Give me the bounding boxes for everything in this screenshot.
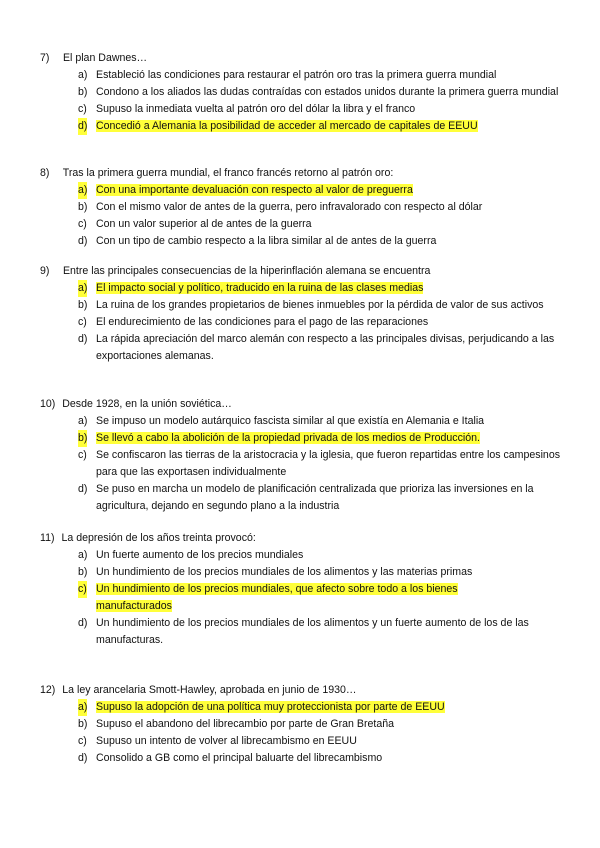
option-letter: b) [78,86,88,98]
question-text: Entre las principales consecuencias de la hiperinflación alemana se encuentra [62,265,431,277]
option-text: Supuso la adopción de una política muy proteccionista por parte de EEUU [96,701,445,713]
question-title [40,530,560,547]
option-text: Estableció las condiciones para restaurar el patrón oro tras la primera guerra mundial [96,69,497,81]
option-b [40,297,560,314]
option-c [40,314,560,331]
option-letter: a) [78,415,88,427]
option-b [40,716,560,733]
option-text: Un hundimiento de los precios mundiales de los alimentos y un fuerte aumento de los de las manufacturas. [96,617,529,646]
option-b [40,199,560,216]
question-number: 11) [40,532,55,544]
option-b [40,84,560,101]
option-a-highlighted [40,699,560,716]
question-10 [40,396,560,515]
question-text: Tras la primera guerra mundial, el franco francés retorno al patrón oro: [62,167,394,179]
option-text: La rápida apreciación del marco alemán con respecto a las principales divisas, perjudicando a las exportaciones alemanas. [96,333,555,362]
option-c-highlighted [40,581,560,615]
option-c [40,447,560,481]
option-letter: d) [78,752,88,764]
question-text: Desde 1928, en la unión soviética… [62,398,232,410]
option-letter: a) [78,182,87,199]
question-text: El plan Dawnes… [62,52,148,64]
option-d [40,331,560,365]
option-d-highlighted [40,118,560,135]
option-b-highlighted [40,430,560,447]
option-text: Un hundimiento de los precios mundiales de los alimentos y las materias primas [96,566,473,578]
option-text: Con el mismo valor de antes de la guerra, pero infravalorado con respecto al dólar [96,201,483,213]
option-a-highlighted [40,182,560,199]
option-letter: b) [78,299,88,311]
option-text: Supuso un intento de volver al librecambismo en EEUU [96,735,357,747]
question-11 [40,530,560,649]
option-text: Con un valor superior al de antes de la guerra [96,218,312,230]
option-d [40,233,560,250]
option-letter: a) [78,699,87,716]
option-text: Supuso el abandono del librecambio por parte de Gran Bretaña [96,718,395,730]
option-letter: d) [78,617,88,629]
option-letter: b) [78,430,87,447]
option-a [40,67,560,84]
option-text: La ruina de los grandes propietarios de bienes inmuebles por la pérdida de valor de sus activos [96,299,544,311]
question-number: 12) [40,684,56,696]
option-letter: b) [78,201,88,213]
option-letter: a) [78,280,87,297]
option-b [40,564,560,581]
option-letter: c) [78,316,87,328]
option-text: Supuso la inmediata vuelta al patrón oro del dólar la libra y el franco [96,103,416,115]
question-title [40,396,560,413]
question-9 [40,263,560,365]
option-a [40,413,560,430]
option-letter: a) [78,69,88,81]
option-text: Consolido a GB como el principal baluarte del librecambismo [96,752,383,764]
option-d [40,750,560,767]
option-a [40,547,560,564]
option-letter: b) [78,718,88,730]
question-title [40,682,560,699]
option-d [40,481,560,515]
option-text: Se llevó a cabo la abolición de la propiedad privada de los medios de Producción. [96,432,480,444]
option-letter: b) [78,566,88,578]
question-text: La depresión de los años treinta provocó: [61,532,256,544]
option-letter: d) [78,235,88,247]
option-text: Un hundimiento de los precios mundiales, que afecto sobre todo a los bienes manufacturados [96,583,458,612]
option-text: El impacto social y político, traducido en la ruina de las clases medias [96,282,424,294]
option-letter: d) [78,483,88,495]
option-letter: c) [78,581,87,598]
question-title [40,165,560,182]
option-c [40,733,560,750]
option-c [40,101,560,118]
question-text: La ley arancelaria Smott-Hawley, aprobada en junio de 1930… [62,684,357,696]
option-letter: c) [78,218,87,230]
option-a-highlighted [40,280,560,297]
question-number: 7) [40,52,50,64]
option-text: El endurecimiento de las condiciones para el pago de las reparaciones [96,316,429,328]
option-letter: a) [78,549,88,561]
question-12 [40,682,560,767]
question-number: 9) [40,265,50,277]
question-title [40,50,560,67]
option-text: Con un tipo de cambio respecto a la libra similar al de antes de la guerra [96,235,437,247]
question-8 [40,165,560,250]
question-number: 8) [40,167,50,179]
option-text: Un fuerte aumento de los precios mundiales [96,549,304,561]
option-text: Se confiscaron las tierras de la aristocracia y la iglesia, que fueron repartidas entre los campesinos para que las exportasen individualmente [96,449,561,478]
option-c [40,216,560,233]
option-letter: d) [78,118,87,135]
option-text: Concedió a Alemania la posibilidad de acceder al mercado de capitales de EEUU [96,120,478,132]
option-letter: c) [78,103,87,115]
option-text: Con una importante devaluación con respecto al valor de preguerra [96,184,413,196]
option-text: Se impuso un modelo autárquico fascista similar al que existía en Alemania e Italia [96,415,485,427]
option-letter: c) [78,449,87,461]
option-text: Condono a los aliados las dudas contraídas con estados unidos durante la primera guerra mundial [96,86,559,98]
option-text: Se puso en marcha un modelo de planificación centralizada que prioriza las inversiones en la agricultura, dejando en segundo plano a la industria [96,483,534,512]
option-letter: c) [78,735,87,747]
question-title [40,263,560,280]
option-letter: d) [78,333,88,345]
option-d [40,615,560,649]
question-7 [40,50,560,135]
question-number: 10) [40,398,56,410]
